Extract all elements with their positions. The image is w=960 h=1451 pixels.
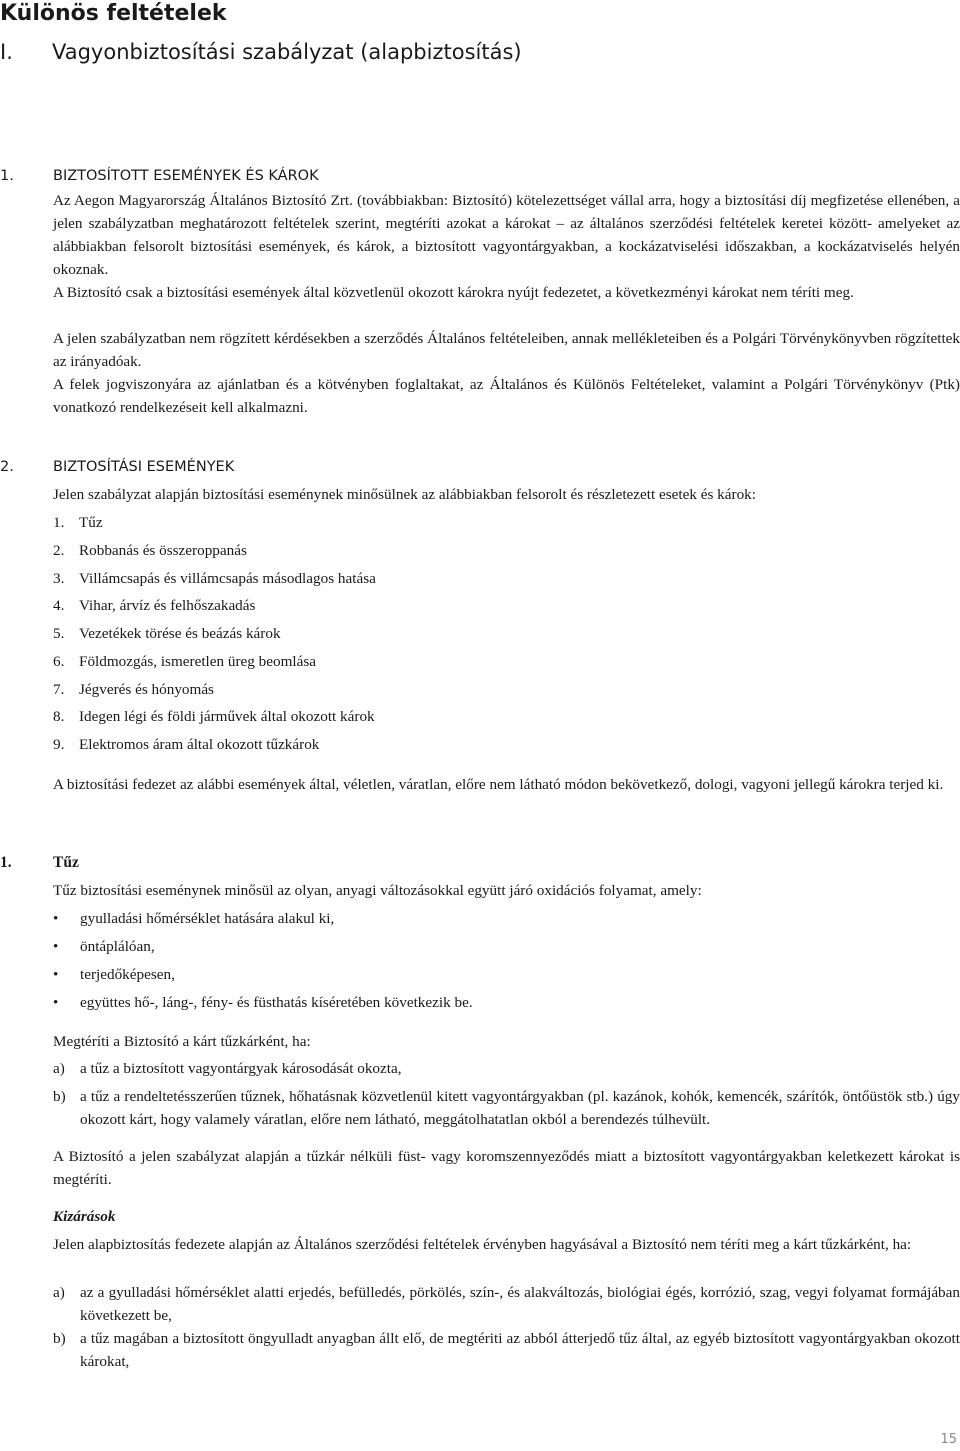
section-1-number: 1. (0, 168, 14, 184)
section-1-heading (0, 166, 319, 186)
document-heading-number: I. (0, 40, 13, 64)
bullet-icon: • (53, 994, 59, 1011)
section-2-heading (0, 457, 234, 477)
event-list-item: 5. Vezetékek törése és beázás károk (53, 625, 281, 642)
event-list-item: 2. Robbanás és összeroppanás (53, 542, 247, 559)
event-list-item: 1. Tűz (53, 514, 103, 531)
fire-heading (0, 852, 79, 874)
bullet-icon: • (53, 966, 59, 983)
fire-definition: Tűz biztosítási eseménynek minősül az olyan, anyagi változásokkal együtt járó oxidációs folyamat, amely: (53, 882, 702, 899)
reimburse-intro: Megtéríti a Biztosító a kárt tűzkárként, ha: (53, 1033, 311, 1050)
exclusions-intro: Jelen alapbiztosítás fedezete alapján az Általános szerződési feltételek érvényben hagyásával a Biztosító nem téríti meg a kárt tűzkárként, ha: (53, 1236, 912, 1253)
fire-title: Tűz (53, 854, 79, 871)
reimburse-item: a) a tűz a biztosított vagyontárgyak károsodását okozta, (53, 1060, 402, 1077)
event-list-item: 8. Idegen légi és földi járművek által okozott károk (53, 708, 375, 725)
bullet-item: • együttes hő-, láng-, fény- és füsthatás kíséretében következik be. (53, 991, 473, 1014)
event-list-item: 6. Földmozgás, ismeretlen üreg beomlása (53, 653, 317, 670)
fire-number: 1. (0, 854, 12, 871)
page-title: Különös feltételek (0, 1, 227, 26)
reimburse-item: b) a tűz a rendeltetésszerűen tűznek, hőhatásnak közvetlenül kitett vagyontárgyakban (pl. kazánok, kohók, kemencék, szárítók, öntőüstök stb.) úgy okozott kárt, hogy valamely váratlan, előre nem látható, meggátolhatatlan okból a berendezés túlhevült. (53, 1088, 960, 1128)
bullet-item: • terjedőképesen, (53, 963, 175, 986)
event-list-item: 3. Villámcsapás és villámcsapás másodlagos hatása (53, 570, 376, 587)
section-1-paragraph-3: A jelen szabályzatban nem rögzített kérdésekben a szerződés Általános feltételeiben, annak mellékleteiben és a Polgári Törvénykönyvben rögzítettek az irányadóak. (53, 330, 960, 370)
bullet-item: • öntáplálóan, (53, 935, 155, 958)
event-list-item: 4. Vihar, árvíz és felhőszakadás (53, 597, 256, 614)
exclusions-title: Kizárások (53, 1208, 116, 1225)
section-1-paragraph-1: Az Aegon Magyarország Általános Biztosító Zrt. (továbbiakban: Biztosító) kötelezettséget vállal arra, hogy a biztosítási díj megfizetése ellenében, a jelen szabályzatban meghatározott feltételek szerint, megtéríti azokat a károkat – az általános szerződési feltételek keretei között- amelyeket az alábbiakban felsorolt biztosítási események, és károk, a biztosított vagyontárgyakban, a kockázatviselési időszakban, a kockázatviselés helyén okoznak. (53, 192, 960, 278)
section-1-paragraph-4: A felek jogviszonyára az ajánlatban és a kötvényben foglaltakat, az Általános és Különös Feltételeket, valamint a Polgári Törvénykönyv (Ptk) vonatkozó rendelkezéseit kell alkalmazni. (53, 376, 960, 416)
bullet-item: • gyulladási hőmérséklet hatására alakul ki, (53, 907, 334, 930)
section-2-number: 2. (0, 459, 14, 475)
section-1-paragraph-2: A Biztosító csak a biztosítási események által közvetlenül okozott károkra nyújt fedezetet, a következményi károkat nem téríti meg. (53, 284, 854, 301)
section-2-intro: Jelen szabályzat alapján biztosítási eseménynek minősülnek az alábbiakban felsorolt és részletezett esetek és károk: (53, 486, 756, 503)
section-2-title: BIZTOSÍTÁSI ESEMÉNYEK (53, 459, 235, 475)
document-heading (0, 38, 522, 66)
event-list-item: 9. Elektromos áram által okozott tűzkárok (53, 736, 320, 753)
page-number: 15 (940, 1432, 957, 1447)
exclusion-item: b) a tűz magában a biztosított öngyulladt anyagban állt elő, de megtériti az abból átterjedő tűz által, az egyéb biztosított vagyontárgyakban okozott károkat, (53, 1330, 960, 1370)
smoke-note: A Biztosító a jelen szabályzat alapján a tűzkár nélküli füst- vagy koromszennyeződés miatt a biztosított vagyontárgyakban keletkezett károkat is megtéríti. (53, 1148, 960, 1188)
document-heading-text: Vagyonbiztosítási szabályzat (alapbiztosítás) (52, 40, 522, 64)
bullet-icon: • (53, 938, 59, 955)
bullet-icon: • (53, 910, 59, 927)
exclusion-item: a) az a gyulladási hőmérséklet alatti erjedés, befülledés, pörkölés, szín-, és alakváltozás, biológiai égés, korrózió, szag, vegyi folyamat formájában következett be, (53, 1284, 960, 1324)
event-list-item: 7. Jégverés és hónyomás (53, 681, 214, 698)
coverage-note: A biztosítási fedezet az alábbi események által, véletlen, váratlan, előre nem látható módon bekövetkező, dologi, vagyoni jellegű károkra terjed ki. (53, 776, 944, 793)
section-1-title: BIZTOSÍTOTT ESEMÉNYEK ÉS KÁROK (53, 168, 319, 184)
